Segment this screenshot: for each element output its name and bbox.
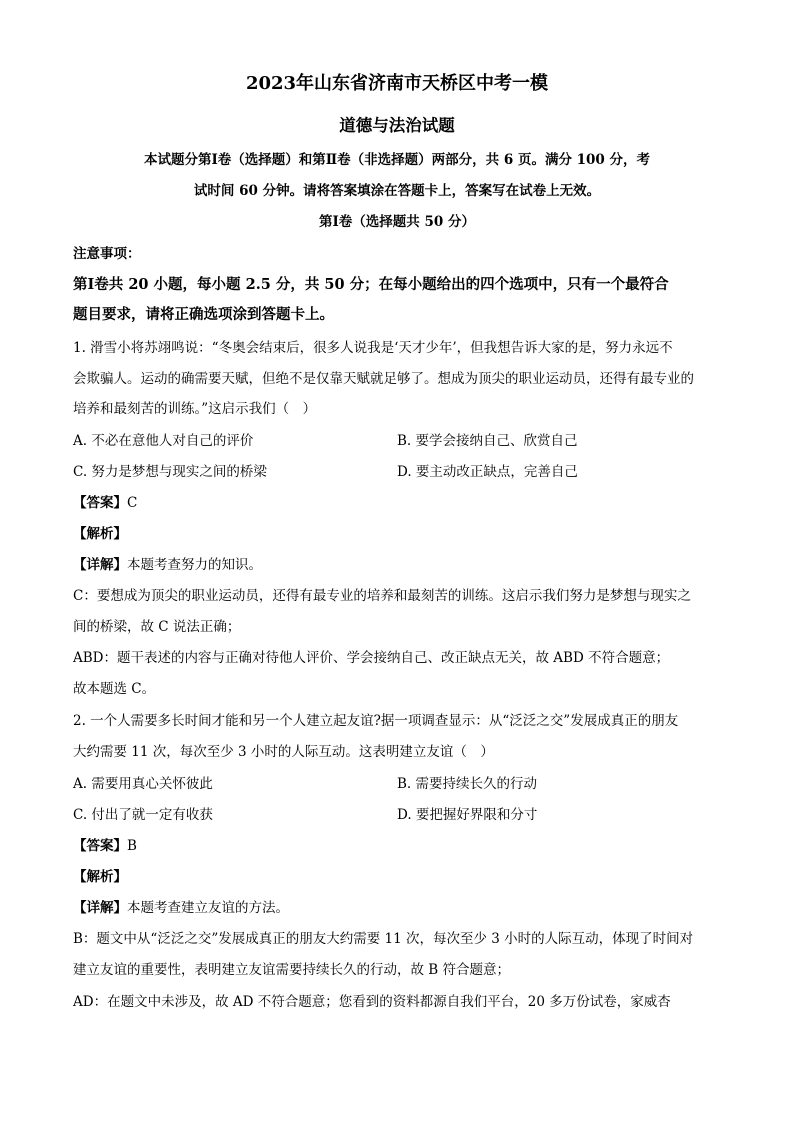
section-title: 第Ⅰ卷（选择题共 50 分） bbox=[318, 214, 475, 230]
q1-analysis-tag: 【解析】 bbox=[73, 526, 127, 542]
exam-intro-line-1: 本试题分第Ⅰ卷（选择题）和第Ⅱ卷（非选择题）两部分，共 6 页。满分 100 分，考 bbox=[143, 152, 651, 168]
q1-detail-tag: 【详解】 bbox=[73, 557, 127, 573]
q1-detail-row bbox=[73, 555, 723, 575]
q1-option-c: C. 努力是梦想与现实之间的桥梁 bbox=[73, 464, 267, 480]
q1-answer-row bbox=[73, 493, 723, 513]
q1-explanation-line-2: 间的桥梁，故 C 说法正确； bbox=[73, 619, 241, 635]
q2-stem-line-1: 2. 一个人需要多长时间才能和另一个人建立起友谊?据一项调查显示：从“泛泛之交”发展成真正的朋友 bbox=[73, 713, 679, 729]
notice-line-1: 第Ⅰ卷共 20 小题，每小题 2.5 分，共 50 分；在每小题给出的四个选项中，只有一个最符合 bbox=[73, 276, 669, 293]
q2-stem-line-2: 大约需要 11 次，每次至少 3 小时的人际互动。这表明建立友谊（ ） bbox=[73, 744, 494, 760]
q1-stem-line-2: 会欺骗人。运动的确需要天赋，但绝不是仅靠天赋就足够了。想成为顶尖的职业运动员，还得有最专业的 bbox=[73, 371, 694, 387]
q2-answer-tag: 【答案】 bbox=[73, 838, 127, 854]
q2-explanation-line-2: 建立友谊的重要性，表明建立友谊需要持续长久的行动，故 B 符合题意； bbox=[73, 962, 511, 978]
exam-subtitle: 道德与法治试题 bbox=[339, 116, 455, 135]
q2-detail-tag: 【详解】 bbox=[73, 900, 127, 916]
q2-explanation-line-1: B：题文中从“泛泛之交”发展成真正的朋友大约需要 11 次，每次至少 3 小时的人际互动，体现了时间对 bbox=[73, 931, 694, 947]
q1-stem-line-1: 1. 滑雪小将苏翊鸣说：“冬奥会结束后，很多人说我是‘天才少年’，但我想告诉大家的是，努力永远不 bbox=[73, 340, 673, 356]
exam-title: 2023年山东省济南市天桥区中考一模 bbox=[245, 73, 549, 94]
q2-detail-text: 本题考查建立友谊的方法。 bbox=[127, 900, 289, 916]
q2-detail-row bbox=[73, 898, 723, 918]
q1-option-b: B. 要学会接纳自己、欣赏自己 bbox=[397, 433, 578, 449]
notice-line-2: 题目要求，请将正确选项涂到答题卡上。 bbox=[73, 306, 334, 323]
q1-stem-line-3: 培养和最刻苦的训练。”这启示我们（ ） bbox=[73, 401, 317, 417]
q1-conclusion: 故本题选 C。 bbox=[73, 681, 156, 697]
q2-answer: B bbox=[127, 838, 137, 854]
q2-option-b: B. 需要持续长久的行动 bbox=[397, 776, 538, 792]
q1-answer: C bbox=[127, 495, 138, 511]
q2-option-c: C. 付出了就一定有收获 bbox=[73, 807, 213, 823]
q1-option-a: A. 不必在意他人对自己的评价 bbox=[73, 433, 254, 449]
q2-option-a: A. 需要用真心关怀彼此 bbox=[73, 776, 213, 792]
q1-detail-text: 本题考查努力的知识。 bbox=[127, 557, 262, 573]
q2-answer-row bbox=[73, 836, 723, 856]
q2-option-d: D. 要把握好界限和分寸 bbox=[397, 807, 538, 823]
q1-explanation-line-1: C：要想成为顶尖的职业运动员，还得有最专业的培养和最刻苦的训练。这启示我们努力是梦想与现实之 bbox=[73, 588, 691, 604]
q2-explanation-line-3: AD：在题文中未涉及，故 AD 不符合题意；您看到的资料都源自我们平台，20 多万份试卷，家威杏 bbox=[73, 994, 671, 1010]
notice-heading: 注意事项： bbox=[73, 246, 141, 262]
q1-option-d: D. 要主动改正缺点，完善自己 bbox=[397, 464, 578, 480]
q1-answer-tag: 【答案】 bbox=[73, 495, 127, 511]
q2-analysis-tag: 【解析】 bbox=[73, 869, 127, 885]
q1-explanation-line-3: ABD：题干表述的内容与正确对待他人评价、学会接纳自己、改正缺点无关，故 ABD 不符合题意； bbox=[73, 650, 670, 666]
exam-intro-line-2: 试时间 60 分钟。请将答案填涂在答题卡上，答案写在试卷上无效。 bbox=[193, 183, 601, 199]
